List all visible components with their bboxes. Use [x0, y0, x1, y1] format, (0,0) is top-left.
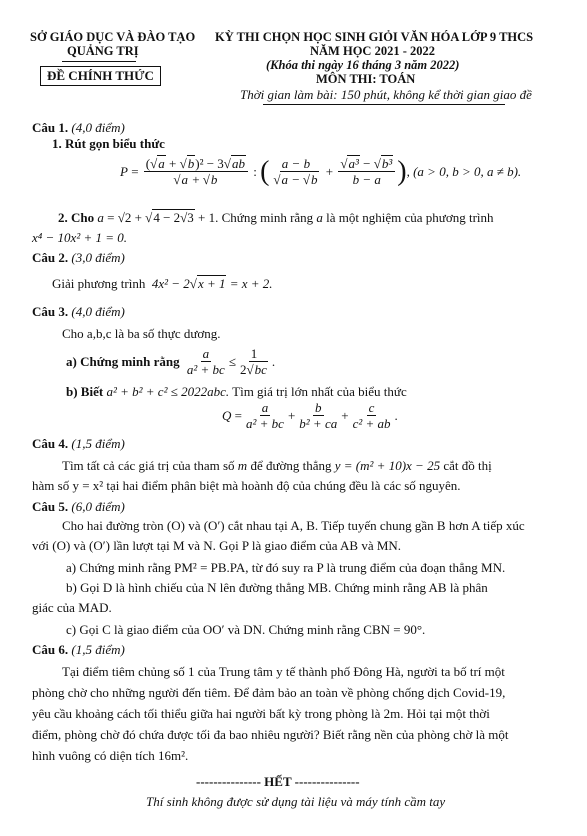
q4-heading	[32, 436, 125, 452]
q5-part-b2: giác của MAD.	[32, 600, 112, 615]
q2-points: (3,0 điểm)	[71, 250, 125, 265]
q6-title: Câu 6.	[32, 642, 69, 657]
q5-part-a: a) Chứng minh rằng PM² = PB.PA, từ đó suy ra P là trung điểm của đoạn thẳng MN.	[66, 560, 506, 575]
q6-line4: điểm, phòng chờ đó chứa được tối đa bao nhiêu người? Biết rằng nền của phòng chờ là một	[32, 727, 509, 742]
q5-line2: với (O) và (O′) lần lượt tại M và N. Gọi P là giao điểm của AB và MN.	[32, 538, 402, 553]
header-underline-left	[62, 61, 136, 62]
exam-date: (Khóa thi ngày 16 tháng 3 năm 2022)	[266, 58, 460, 72]
q6-line3: yêu cầu khoảng cách tối thiểu giữa hai người bất kỳ trong phòng là 2m. Hỏi tại một thời	[32, 706, 490, 721]
q3-part-b: b) Biết a² + b² + c² ≤ 2022abc. Tìm giá trị lớn nhất của biểu thức	[66, 384, 407, 399]
q5-heading	[32, 499, 125, 515]
subject: MÔN THI: TOÁN	[316, 72, 416, 86]
q4-text-c: cắt đồ thị	[443, 458, 492, 473]
q4-line1: Tìm tất cả các giá trị của tham số m để đường thẳng y = (m² + 10)x − 25 cắt đồ thị	[62, 458, 492, 473]
province-name: QUẢNG TRỊ	[67, 44, 139, 58]
q4-text-a: Tìm tất cả các giá trị của tham số	[62, 458, 235, 473]
q5-part-b1: b) Gọi D là hình chiếu của N lên đường thẳng MB. Chứng minh rằng AB là phân	[66, 580, 488, 595]
school-year: NĂM HỌC 2021 - 2022	[310, 44, 435, 58]
q6-points: (1,5 điểm)	[71, 642, 125, 657]
q1-condition: , (a > 0, b > 0, a ≠ b).	[406, 163, 522, 179]
q5-points: (6,0 điểm)	[71, 499, 125, 514]
q2-label: Giải phương trình	[52, 276, 146, 291]
q4-title: Câu 4.	[32, 436, 69, 451]
q6-line1: Tại điểm tiêm chủng số 1 của Trung tâm y tế thành phố Đông Hà, người ta bố trí một	[62, 664, 505, 679]
q3-a-label: a) Chứng minh rằng	[66, 353, 180, 369]
footer-note: Thí sinh không được sử dụng tài liệu và máy tính cầm tay	[146, 794, 446, 809]
q6-line5: hình vuông có diện tích 16m².	[32, 748, 189, 763]
department-name: SỞ GIÁO DỤC VÀ ĐÀO TẠO	[30, 30, 196, 44]
official-badge: ĐỀ CHÍNH THỨC	[40, 66, 161, 86]
q3-part-a: a) Chứng minh rằng $\frac{a}{\text{a² + bc}}$ ≤ $\frac{1}{2√bc}$ .	[66, 346, 276, 377]
q3-title: Câu 3.	[32, 304, 69, 319]
q1-heading	[32, 120, 125, 136]
q1-title: Câu 1.	[32, 120, 69, 135]
q3-heading	[32, 304, 125, 320]
exam-title: KỲ THI CHỌN HỌC SINH GIỎI VĂN HÓA LỚP 9 THCS	[215, 30, 534, 44]
q1-part1: 1. Rút gọn biểu thức	[52, 136, 165, 151]
header-underline-right	[263, 104, 505, 105]
q1-part2-label: 2. Cho	[58, 210, 95, 225]
q3-expression: Q = $\frac{a}{\text{a² + bc}}$ + $\frac{b}{\text{b² + ca}}$ + $\frac{c}{\text{c² + ab}}$ .	[222, 400, 398, 431]
q1-part2-text: . Chứng minh rằng	[215, 210, 314, 225]
q5-part-c: c) Gọi C là giao điểm của OO′ và DN. Chứng minh rằng CBN = 90°.	[66, 622, 426, 637]
time-limit: Thời gian làm bài: 150 phút, không kể thời gian giao đề	[240, 87, 532, 102]
q2-heading	[32, 250, 125, 266]
q3-points: (4,0 điểm)	[71, 304, 125, 319]
q5-title: Câu 5.	[32, 499, 69, 514]
q2-title: Câu 2.	[32, 250, 69, 265]
end-marker: --------------- HẾT ---------------	[196, 774, 360, 789]
q1-equation: x⁴ − 10x² + 1 = 0.	[32, 230, 128, 245]
q4-points: (1,5 điểm)	[71, 436, 125, 451]
q1-formula: P = $\frac{\text{(√a + √b)² − 3√ab}}{√a + √b}$ : ( $\frac{a - b}{√a - √b}$ + $\frac{\text{√a³ − √b³}}{b - a}$ ) , (a > 0, b > 0, a ≠ b).	[120, 155, 522, 187]
q4-text-b: để đường thẳng	[250, 458, 332, 473]
q2-text: Giải phương trình 4x² − 2√x + 1 = x + 2.	[52, 276, 273, 291]
q1-points: (4,0 điểm)	[71, 120, 125, 135]
q3-intro: Cho a,b,c là ba số thực dương.	[62, 326, 221, 341]
q3-b-label: b) Biết	[66, 384, 104, 399]
q1-part2-text2: là một nghiệm của phương trình	[326, 210, 494, 225]
q6-line2: phòng chờ cho những người đến tiêm. Để đảm bảo an toàn về phòng chống dịch Covid-19,	[32, 685, 506, 700]
q1-part2: 2. Cho a = √2 + √4 − 2√3 + 1. Chứng minh rằng a là một nghiệm của phương trình	[58, 210, 494, 225]
q4-line2: hàm số y = x² tại hai điểm phân biệt mà hoành độ của chúng đều là các số nguyên.	[32, 478, 461, 493]
q6-heading	[32, 642, 125, 658]
q5-line1: Cho hai đường tròn (O) và (O′) cắt nhau tại A, B. Tiếp tuyến chung gần B hơn A tiếp xúc	[62, 518, 525, 533]
q3-b-text: Tìm giá trị lớn nhất của biểu thức	[232, 384, 407, 399]
